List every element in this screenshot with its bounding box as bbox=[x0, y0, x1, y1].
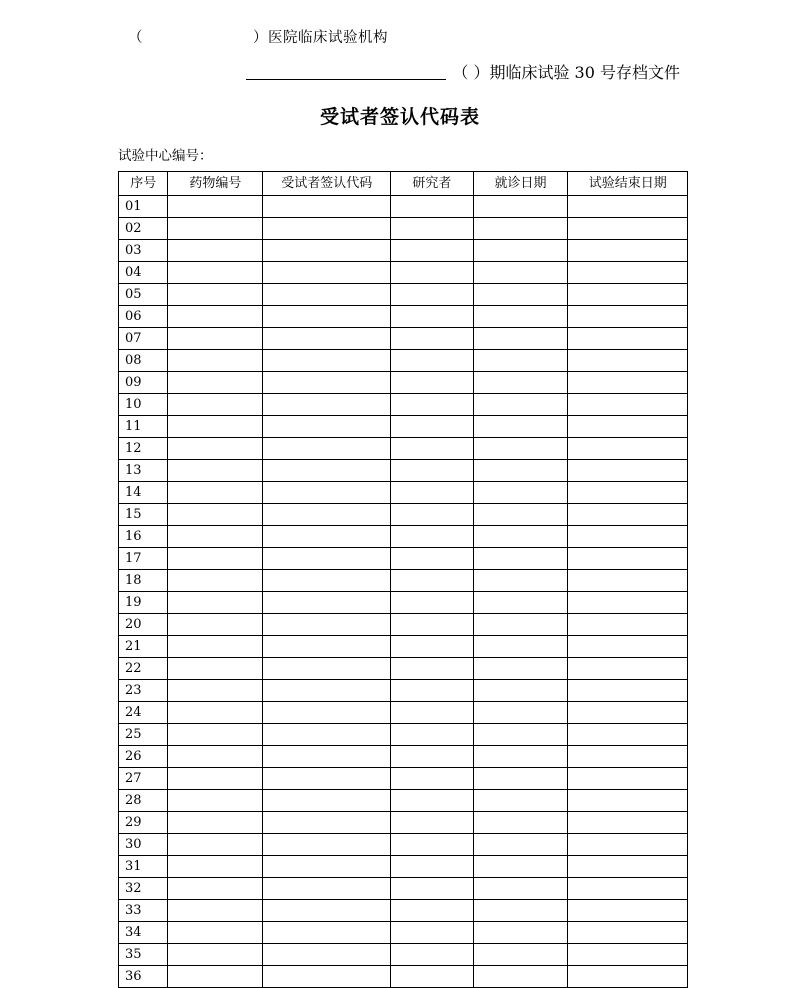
cell-end-date[interactable] bbox=[568, 834, 688, 856]
cell-drug-no[interactable] bbox=[168, 218, 263, 240]
cell-end-date[interactable] bbox=[568, 218, 688, 240]
cell-subject-code[interactable] bbox=[263, 944, 391, 966]
cell-drug-no[interactable] bbox=[168, 262, 263, 284]
cell-drug-no[interactable] bbox=[168, 526, 263, 548]
cell-end-date[interactable] bbox=[568, 548, 688, 570]
table-row bbox=[119, 570, 688, 592]
cell-seq: 26 bbox=[119, 746, 168, 768]
cell-visit-date[interactable] bbox=[473, 350, 568, 372]
table-row bbox=[119, 636, 688, 658]
cell-seq: 22 bbox=[119, 658, 168, 680]
cell-investigator[interactable] bbox=[391, 460, 473, 482]
cell-subject-code[interactable] bbox=[263, 394, 391, 416]
cell-seq: 14 bbox=[119, 482, 168, 504]
cell-visit-date[interactable] bbox=[473, 636, 568, 658]
cell-investigator[interactable] bbox=[391, 196, 473, 218]
cell-subject-code[interactable] bbox=[263, 790, 391, 812]
table-row bbox=[119, 526, 688, 548]
cell-drug-no[interactable] bbox=[168, 812, 263, 834]
cell-seq: 07 bbox=[119, 328, 168, 350]
cell-seq: 20 bbox=[119, 614, 168, 636]
cell-visit-date[interactable] bbox=[473, 460, 568, 482]
cell-end-date[interactable] bbox=[568, 724, 688, 746]
table-header-row bbox=[119, 172, 688, 196]
cell-investigator[interactable] bbox=[391, 438, 473, 460]
cell-subject-code[interactable] bbox=[263, 438, 391, 460]
cell-drug-no[interactable] bbox=[168, 548, 263, 570]
cell-end-date[interactable] bbox=[568, 394, 688, 416]
cell-drug-no[interactable] bbox=[168, 768, 263, 790]
cell-end-date[interactable] bbox=[568, 306, 688, 328]
cell-seq: 18 bbox=[119, 570, 168, 592]
cell-subject-code[interactable] bbox=[263, 746, 391, 768]
cell-end-date[interactable] bbox=[568, 636, 688, 658]
table-row bbox=[119, 416, 688, 438]
table-row bbox=[119, 460, 688, 482]
cell-subject-code[interactable] bbox=[263, 570, 391, 592]
cell-seq: 30 bbox=[119, 834, 168, 856]
cell-drug-no[interactable] bbox=[168, 900, 263, 922]
cell-visit-date[interactable] bbox=[473, 812, 568, 834]
cell-end-date[interactable] bbox=[568, 614, 688, 636]
cell-end-date[interactable] bbox=[568, 680, 688, 702]
cell-visit-date[interactable] bbox=[473, 768, 568, 790]
table-row bbox=[119, 350, 688, 372]
cell-subject-code[interactable] bbox=[263, 636, 391, 658]
cell-drug-no[interactable] bbox=[168, 592, 263, 614]
table-row bbox=[119, 944, 688, 966]
cell-visit-date[interactable] bbox=[473, 438, 568, 460]
cell-visit-date[interactable] bbox=[473, 900, 568, 922]
cell-investigator[interactable] bbox=[391, 878, 473, 900]
cell-investigator[interactable] bbox=[391, 944, 473, 966]
cell-subject-code[interactable] bbox=[263, 262, 391, 284]
cell-investigator[interactable] bbox=[391, 746, 473, 768]
cell-seq: 19 bbox=[119, 592, 168, 614]
cell-subject-code[interactable] bbox=[263, 460, 391, 482]
cell-subject-code[interactable] bbox=[263, 526, 391, 548]
table-body bbox=[119, 196, 688, 988]
table-row bbox=[119, 482, 688, 504]
cell-end-date[interactable] bbox=[568, 526, 688, 548]
cell-drug-no[interactable] bbox=[168, 372, 263, 394]
cell-drug-no[interactable] bbox=[168, 438, 263, 460]
cell-visit-date[interactable] bbox=[473, 262, 568, 284]
cell-investigator[interactable] bbox=[391, 328, 473, 350]
cell-end-date[interactable] bbox=[568, 262, 688, 284]
table-row bbox=[119, 284, 688, 306]
cell-seq: 28 bbox=[119, 790, 168, 812]
cell-subject-code[interactable] bbox=[263, 284, 391, 306]
cell-investigator[interactable] bbox=[391, 526, 473, 548]
cell-seq: 27 bbox=[119, 768, 168, 790]
table-row bbox=[119, 790, 688, 812]
cell-drug-no[interactable] bbox=[168, 482, 263, 504]
cell-investigator[interactable] bbox=[391, 482, 473, 504]
cell-drug-no[interactable] bbox=[168, 350, 263, 372]
cell-subject-code[interactable] bbox=[263, 900, 391, 922]
cell-visit-date[interactable] bbox=[473, 284, 568, 306]
table-row bbox=[119, 394, 688, 416]
cell-end-date[interactable] bbox=[568, 878, 688, 900]
subject-code-table bbox=[118, 171, 688, 988]
cell-subject-code[interactable] bbox=[263, 218, 391, 240]
cell-drug-no[interactable] bbox=[168, 614, 263, 636]
cell-subject-code[interactable] bbox=[263, 548, 391, 570]
cell-seq: 33 bbox=[119, 900, 168, 922]
table-row bbox=[119, 548, 688, 570]
table-row bbox=[119, 438, 688, 460]
cell-end-date[interactable] bbox=[568, 284, 688, 306]
cell-visit-date[interactable] bbox=[473, 680, 568, 702]
cell-investigator[interactable] bbox=[391, 306, 473, 328]
cell-drug-no[interactable] bbox=[168, 416, 263, 438]
cell-visit-date[interactable] bbox=[473, 614, 568, 636]
cell-drug-no[interactable] bbox=[168, 570, 263, 592]
table-row bbox=[119, 746, 688, 768]
cell-subject-code[interactable] bbox=[263, 702, 391, 724]
cell-drug-no[interactable] bbox=[168, 306, 263, 328]
cell-seq: 12 bbox=[119, 438, 168, 460]
cell-subject-code[interactable] bbox=[263, 614, 391, 636]
header-institution-line bbox=[0, 0, 800, 48]
cell-investigator[interactable] bbox=[391, 614, 473, 636]
table-row bbox=[119, 372, 688, 394]
cell-investigator[interactable] bbox=[391, 680, 473, 702]
column-header-subject-code: 受试者签认代码 bbox=[263, 172, 391, 196]
cell-end-date[interactable] bbox=[568, 438, 688, 460]
table-row bbox=[119, 262, 688, 284]
cell-seq: 31 bbox=[119, 856, 168, 878]
cell-investigator[interactable] bbox=[391, 724, 473, 746]
cell-investigator[interactable] bbox=[391, 768, 473, 790]
table-row bbox=[119, 680, 688, 702]
cell-seq: 10 bbox=[119, 394, 168, 416]
cell-end-date[interactable] bbox=[568, 922, 688, 944]
cell-investigator[interactable] bbox=[391, 812, 473, 834]
page-title: 受试者签认代码表 bbox=[319, 106, 480, 128]
cell-subject-code[interactable] bbox=[263, 658, 391, 680]
cell-visit-date[interactable] bbox=[473, 328, 568, 350]
cell-visit-date[interactable] bbox=[473, 724, 568, 746]
cell-seq: 24 bbox=[119, 702, 168, 724]
cell-investigator[interactable] bbox=[391, 350, 473, 372]
center-number-label: 试验中心编号： bbox=[118, 148, 213, 164]
cell-visit-date[interactable] bbox=[473, 504, 568, 526]
cell-seq: 08 bbox=[119, 350, 168, 372]
cell-drug-no[interactable] bbox=[168, 790, 263, 812]
cell-drug-no[interactable] bbox=[168, 856, 263, 878]
table-row bbox=[119, 196, 688, 218]
cell-seq: 25 bbox=[119, 724, 168, 746]
cell-investigator[interactable] bbox=[391, 504, 473, 526]
cell-seq: 13 bbox=[119, 460, 168, 482]
cell-investigator[interactable] bbox=[391, 702, 473, 724]
cell-visit-date[interactable] bbox=[473, 548, 568, 570]
cell-visit-date[interactable] bbox=[473, 856, 568, 878]
cell-drug-no[interactable] bbox=[168, 922, 263, 944]
cell-drug-no[interactable] bbox=[168, 460, 263, 482]
cell-subject-code[interactable] bbox=[263, 922, 391, 944]
institution-paren-close-label: ）医院临床试验机构 bbox=[253, 30, 388, 46]
cell-subject-code[interactable] bbox=[263, 350, 391, 372]
cell-drug-no[interactable] bbox=[168, 702, 263, 724]
cell-end-date[interactable] bbox=[568, 504, 688, 526]
cell-seq: 09 bbox=[119, 372, 168, 394]
cell-seq: 32 bbox=[119, 878, 168, 900]
cell-visit-date[interactable] bbox=[473, 218, 568, 240]
cell-end-date[interactable] bbox=[568, 570, 688, 592]
cell-subject-code[interactable] bbox=[263, 416, 391, 438]
table-row bbox=[119, 658, 688, 680]
cell-visit-date[interactable] bbox=[473, 592, 568, 614]
cell-subject-code[interactable] bbox=[263, 834, 391, 856]
cell-visit-date[interactable] bbox=[473, 372, 568, 394]
cell-end-date[interactable] bbox=[568, 900, 688, 922]
cell-investigator[interactable] bbox=[391, 570, 473, 592]
table-row bbox=[119, 812, 688, 834]
table-row bbox=[119, 240, 688, 262]
cell-end-date[interactable] bbox=[568, 702, 688, 724]
cell-seq: 05 bbox=[119, 284, 168, 306]
cell-investigator[interactable] bbox=[391, 218, 473, 240]
cell-visit-date[interactable] bbox=[473, 878, 568, 900]
table-row bbox=[119, 504, 688, 526]
cell-end-date[interactable] bbox=[568, 328, 688, 350]
cell-investigator[interactable] bbox=[391, 262, 473, 284]
cell-seq: 21 bbox=[119, 636, 168, 658]
cell-seq: 15 bbox=[119, 504, 168, 526]
column-header-visit-date: 就诊日期 bbox=[473, 172, 568, 196]
cell-seq: 03 bbox=[119, 240, 168, 262]
cell-end-date[interactable] bbox=[568, 658, 688, 680]
cell-end-date[interactable] bbox=[568, 416, 688, 438]
cell-seq: 04 bbox=[119, 262, 168, 284]
table-row bbox=[119, 878, 688, 900]
cell-investigator[interactable] bbox=[391, 922, 473, 944]
cell-seq: 34 bbox=[119, 922, 168, 944]
cell-visit-date[interactable] bbox=[473, 570, 568, 592]
table-row bbox=[119, 900, 688, 922]
cell-visit-date[interactable] bbox=[473, 394, 568, 416]
table-row bbox=[119, 856, 688, 878]
institution-paren-open: （ bbox=[128, 30, 143, 46]
cell-seq: 06 bbox=[119, 306, 168, 328]
cell-investigator[interactable] bbox=[391, 416, 473, 438]
column-header-investigator: 研究者 bbox=[391, 172, 473, 196]
cell-investigator[interactable] bbox=[391, 900, 473, 922]
cell-end-date[interactable] bbox=[568, 944, 688, 966]
cell-investigator[interactable] bbox=[391, 790, 473, 812]
cell-end-date[interactable] bbox=[568, 350, 688, 372]
cell-visit-date[interactable] bbox=[473, 702, 568, 724]
cell-subject-code[interactable] bbox=[263, 878, 391, 900]
cell-visit-date[interactable] bbox=[473, 416, 568, 438]
cell-subject-code[interactable] bbox=[263, 240, 391, 262]
cell-end-date[interactable] bbox=[568, 460, 688, 482]
cell-visit-date[interactable] bbox=[473, 306, 568, 328]
cell-seq: 23 bbox=[119, 680, 168, 702]
cell-drug-no[interactable] bbox=[168, 284, 263, 306]
cell-investigator[interactable] bbox=[391, 592, 473, 614]
cell-drug-no[interactable] bbox=[168, 724, 263, 746]
cell-end-date[interactable] bbox=[568, 482, 688, 504]
archive-label: （ ）期临床试验 30 号存档文件 bbox=[452, 63, 680, 82]
cell-visit-date[interactable] bbox=[473, 922, 568, 944]
cell-seq: 02 bbox=[119, 218, 168, 240]
table-row bbox=[119, 768, 688, 790]
cell-drug-no[interactable] bbox=[168, 196, 263, 218]
cell-investigator[interactable] bbox=[391, 284, 473, 306]
cell-drug-no[interactable] bbox=[168, 746, 263, 768]
cell-investigator[interactable] bbox=[391, 548, 473, 570]
cell-drug-no[interactable] bbox=[168, 878, 263, 900]
table-row bbox=[119, 592, 688, 614]
cell-subject-code[interactable] bbox=[263, 306, 391, 328]
cell-subject-code[interactable] bbox=[263, 812, 391, 834]
cell-seq: 17 bbox=[119, 548, 168, 570]
cell-drug-no[interactable] bbox=[168, 394, 263, 416]
cell-seq: 36 bbox=[119, 966, 168, 988]
cell-visit-date[interactable] bbox=[473, 658, 568, 680]
cell-end-date[interactable] bbox=[568, 196, 688, 218]
cell-drug-no[interactable] bbox=[168, 680, 263, 702]
table-row bbox=[119, 724, 688, 746]
cell-visit-date[interactable] bbox=[473, 834, 568, 856]
cell-subject-code[interactable] bbox=[263, 768, 391, 790]
cell-drug-no[interactable] bbox=[168, 658, 263, 680]
cell-drug-no[interactable] bbox=[168, 944, 263, 966]
cell-end-date[interactable] bbox=[568, 372, 688, 394]
cell-subject-code[interactable] bbox=[263, 724, 391, 746]
cell-subject-code[interactable] bbox=[263, 482, 391, 504]
cell-investigator[interactable] bbox=[391, 240, 473, 262]
cell-seq: 01 bbox=[119, 196, 168, 218]
cell-subject-code[interactable] bbox=[263, 196, 391, 218]
cell-investigator[interactable] bbox=[391, 372, 473, 394]
cell-subject-code[interactable] bbox=[263, 592, 391, 614]
cell-end-date[interactable] bbox=[568, 812, 688, 834]
cell-investigator[interactable] bbox=[391, 834, 473, 856]
cell-end-date[interactable] bbox=[568, 592, 688, 614]
cell-visit-date[interactable] bbox=[473, 196, 568, 218]
cell-subject-code[interactable] bbox=[263, 680, 391, 702]
cell-seq: 35 bbox=[119, 944, 168, 966]
cell-subject-code[interactable] bbox=[263, 504, 391, 526]
cell-end-date[interactable] bbox=[568, 856, 688, 878]
cell-end-date[interactable] bbox=[568, 790, 688, 812]
cell-drug-no[interactable] bbox=[168, 636, 263, 658]
cell-subject-code[interactable] bbox=[263, 372, 391, 394]
cell-drug-no[interactable] bbox=[168, 240, 263, 262]
column-header-end-date: 试验结束日期 bbox=[568, 172, 688, 196]
header-archive-line bbox=[0, 48, 800, 84]
cell-end-date[interactable] bbox=[568, 768, 688, 790]
table-row bbox=[119, 218, 688, 240]
cell-visit-date[interactable] bbox=[473, 746, 568, 768]
table-row bbox=[119, 922, 688, 944]
cell-drug-no[interactable] bbox=[168, 328, 263, 350]
cell-visit-date[interactable] bbox=[473, 944, 568, 966]
cell-visit-date[interactable] bbox=[473, 790, 568, 812]
cell-end-date[interactable] bbox=[568, 240, 688, 262]
cell-visit-date[interactable] bbox=[473, 240, 568, 262]
column-header-drug-no: 药物编号 bbox=[168, 172, 263, 196]
cell-investigator[interactable] bbox=[391, 658, 473, 680]
cell-subject-code[interactable] bbox=[263, 328, 391, 350]
table-row bbox=[119, 306, 688, 328]
table-row bbox=[119, 328, 688, 350]
table-row bbox=[119, 702, 688, 724]
cell-seq: 29 bbox=[119, 812, 168, 834]
table-row bbox=[119, 834, 688, 856]
cell-investigator[interactable] bbox=[391, 856, 473, 878]
cell-drug-no[interactable] bbox=[168, 834, 263, 856]
cell-end-date[interactable] bbox=[568, 746, 688, 768]
column-header-seq: 序号 bbox=[119, 172, 168, 196]
table-row bbox=[119, 614, 688, 636]
cell-investigator[interactable] bbox=[391, 636, 473, 658]
cell-investigator[interactable] bbox=[391, 394, 473, 416]
cell-seq: 16 bbox=[119, 526, 168, 548]
cell-drug-no[interactable] bbox=[168, 504, 263, 526]
cell-visit-date[interactable] bbox=[473, 482, 568, 504]
cell-visit-date[interactable] bbox=[473, 526, 568, 548]
cell-seq: 11 bbox=[119, 416, 168, 438]
archive-blank-underline bbox=[246, 79, 446, 80]
cell-subject-code[interactable] bbox=[263, 856, 391, 878]
